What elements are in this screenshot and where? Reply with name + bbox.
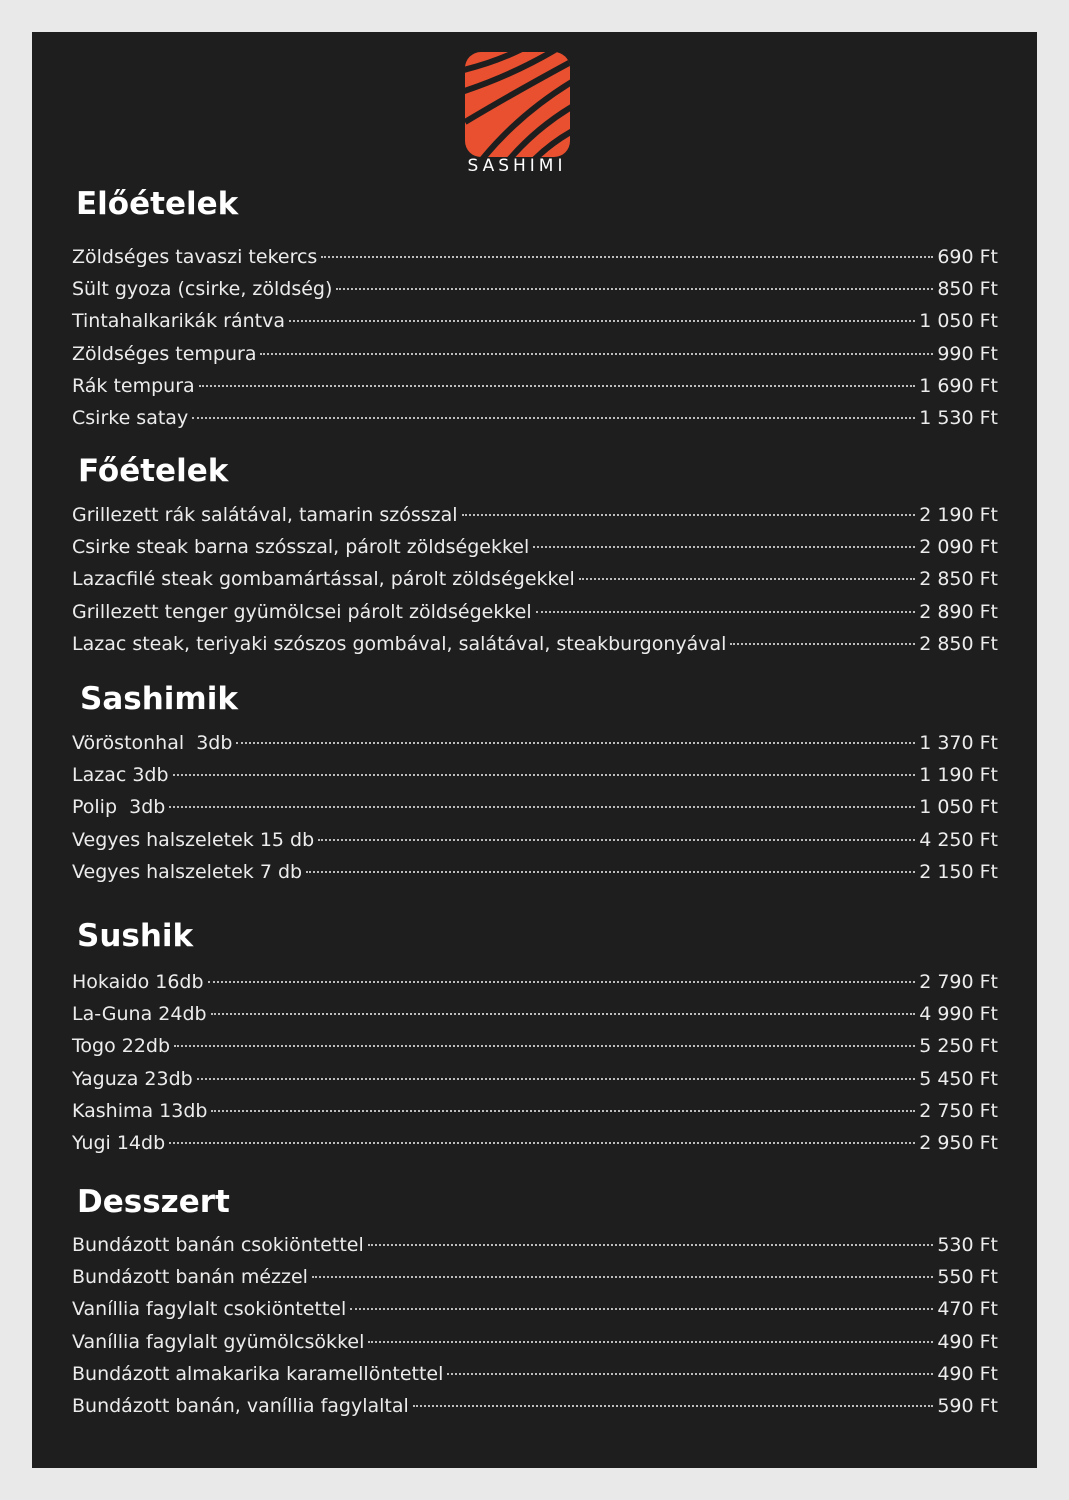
menu-item (72, 1229, 998, 1261)
item-name: Zöldséges tempura (72, 342, 257, 365)
item-name: Csirke satay (72, 406, 189, 429)
item-price: 4 990 Ft (919, 1003, 998, 1026)
menu-item (72, 402, 998, 434)
item-price: 2 950 Ft (919, 1131, 998, 1154)
dot-leader (536, 610, 916, 613)
dot-leader (211, 1012, 916, 1015)
item-price: 1 370 Ft (919, 732, 998, 754)
dot-leader (533, 545, 915, 548)
section-heading-desszert: Desszert (77, 1184, 230, 1220)
item-price: 490 Ft (937, 1362, 998, 1385)
item-name: Bundázott banán csokiöntettel (72, 1234, 364, 1256)
item-name: Kashima 13db (72, 1099, 208, 1122)
section-heading-sushik: Sushik (77, 918, 194, 954)
dot-leader (192, 416, 915, 419)
dot-leader (368, 1340, 933, 1343)
section-list-sushik (72, 966, 998, 1159)
logo-icon (465, 52, 570, 157)
menu-page (32, 32, 1037, 1468)
item-price: 470 Ft (937, 1298, 998, 1321)
item-name: Bundázott almakarika karamellöntettel (72, 1362, 444, 1385)
dot-leader (321, 255, 933, 258)
item-price: 490 Ft (937, 1330, 998, 1353)
section-list-foetelek (72, 499, 998, 660)
item-name: Vaníllia fagylalt gyümölcsökkel (72, 1330, 365, 1353)
item-price: 2 150 Ft (919, 860, 998, 883)
item-price: 2 090 Ft (919, 536, 998, 559)
item-name: Lazacfilé steak gombamártással, párolt zöldségekkel (72, 568, 575, 591)
section-heading-foetelek: Főételek (78, 453, 229, 489)
menu-item (72, 531, 998, 563)
item-name: Vöröstonhal 3db (72, 732, 233, 754)
section-list-sashimik (72, 727, 998, 888)
item-price: 1 050 Ft (919, 310, 998, 333)
item-price: 690 Ft (937, 246, 998, 268)
item-price: 590 Ft (937, 1394, 998, 1417)
dot-leader (447, 1372, 933, 1375)
dot-leader (730, 642, 915, 645)
item-price: 5 250 Ft (919, 1035, 998, 1058)
item-price: 850 Ft (937, 278, 998, 301)
dot-leader (211, 1109, 915, 1112)
menu-item (72, 1095, 998, 1127)
menu-item (72, 1293, 998, 1325)
menu-item (72, 966, 998, 998)
item-price: 1 050 Ft (919, 796, 998, 819)
section-list-eloetelek (72, 241, 998, 434)
item-name: Lazac 3db (72, 764, 169, 787)
menu-item (72, 370, 998, 402)
dot-leader (318, 838, 915, 841)
dot-leader (173, 773, 916, 776)
menu-item (72, 305, 998, 337)
item-price: 2 890 Ft (919, 600, 998, 623)
item-name: Bundázott banán, vaníllia fagylaltal (72, 1394, 409, 1417)
dot-leader (413, 1404, 934, 1407)
menu-item (72, 759, 998, 791)
item-price: 550 Ft (937, 1266, 998, 1289)
item-name: Polip 3db (72, 796, 166, 819)
dot-leader (174, 1044, 915, 1047)
menu-item (72, 791, 998, 823)
menu-item (72, 338, 998, 370)
item-price: 2 190 Ft (919, 504, 998, 526)
dot-leader (306, 870, 915, 873)
dot-leader (197, 1077, 915, 1080)
item-price: 1 530 Ft (919, 406, 998, 429)
dot-leader (289, 319, 915, 322)
dot-leader (462, 513, 916, 516)
item-price: 990 Ft (937, 342, 998, 365)
item-name: Grillezett rák salátával, tamarin szósszal (72, 504, 458, 526)
item-name: Vaníllia fagylalt csokiöntettel (72, 1298, 347, 1321)
menu-item (72, 596, 998, 628)
menu-item (72, 628, 998, 660)
item-price: 530 Ft (937, 1234, 998, 1256)
item-name: Vegyes halszeletek 7 db (72, 860, 303, 883)
section-list-desszert (72, 1229, 998, 1422)
dot-leader (350, 1307, 933, 1310)
dot-leader (336, 287, 933, 290)
menu-item (72, 1326, 998, 1358)
dot-leader (260, 352, 933, 355)
item-price: 2 790 Ft (919, 971, 998, 993)
item-name: Yaguza 23db (72, 1067, 193, 1090)
dot-leader (169, 1141, 915, 1144)
menu-item (72, 998, 998, 1030)
item-name: Bundázott banán mézzel (72, 1266, 308, 1289)
menu-item (72, 1063, 998, 1095)
menu-item (72, 856, 998, 888)
item-price: 5 450 Ft (919, 1067, 998, 1090)
menu-item (72, 1390, 998, 1422)
dot-leader (312, 1275, 933, 1278)
dot-leader (169, 805, 915, 808)
dot-leader (208, 980, 916, 983)
menu-item (72, 563, 998, 595)
dot-leader (236, 741, 915, 744)
menu-item (72, 1127, 998, 1159)
item-name: Tintahalkarikák rántva (72, 310, 285, 333)
item-price: 2 850 Ft (919, 568, 998, 591)
item-name: La-Guna 24db (72, 1003, 207, 1026)
item-name: Togo 22db (72, 1035, 171, 1058)
menu-item (72, 273, 998, 305)
item-price: 1 690 Ft (919, 374, 998, 397)
item-name: Zöldséges tavaszi tekercs (72, 246, 318, 268)
section-heading-sashimik: Sashimik (80, 681, 238, 717)
item-name: Lazac steak, teriyaki szószos gombával, salátával, steakburgonyával (72, 632, 727, 655)
brand-name: SASHIMI (467, 156, 567, 176)
menu-item (72, 1358, 998, 1390)
item-name: Hokaido 16db (72, 971, 204, 993)
menu-item (72, 1030, 998, 1062)
menu-item (72, 727, 998, 759)
item-price: 4 250 Ft (919, 828, 998, 851)
menu-item (72, 499, 998, 531)
item-price: 1 190 Ft (919, 764, 998, 787)
item-price: 2 850 Ft (919, 632, 998, 655)
dot-leader (199, 384, 916, 387)
menu-item (72, 241, 998, 273)
item-name: Rák tempura (72, 374, 195, 397)
item-name: Sült gyoza (csirke, zöldség) (72, 278, 333, 301)
dot-leader (368, 1243, 934, 1246)
section-heading-eloetelek: Előételek (76, 186, 239, 222)
item-name: Yugi 14db (72, 1131, 166, 1154)
dot-leader (579, 577, 915, 580)
item-price: 2 750 Ft (919, 1099, 998, 1122)
item-name: Csirke steak barna szósszal, párolt zöldségekkel (72, 536, 530, 559)
item-name: Vegyes halszeletek 15 db (72, 828, 315, 851)
menu-item (72, 824, 998, 856)
menu-item (72, 1261, 998, 1293)
item-name: Grillezett tenger gyümölcsei párolt zöldségekkel (72, 600, 532, 623)
